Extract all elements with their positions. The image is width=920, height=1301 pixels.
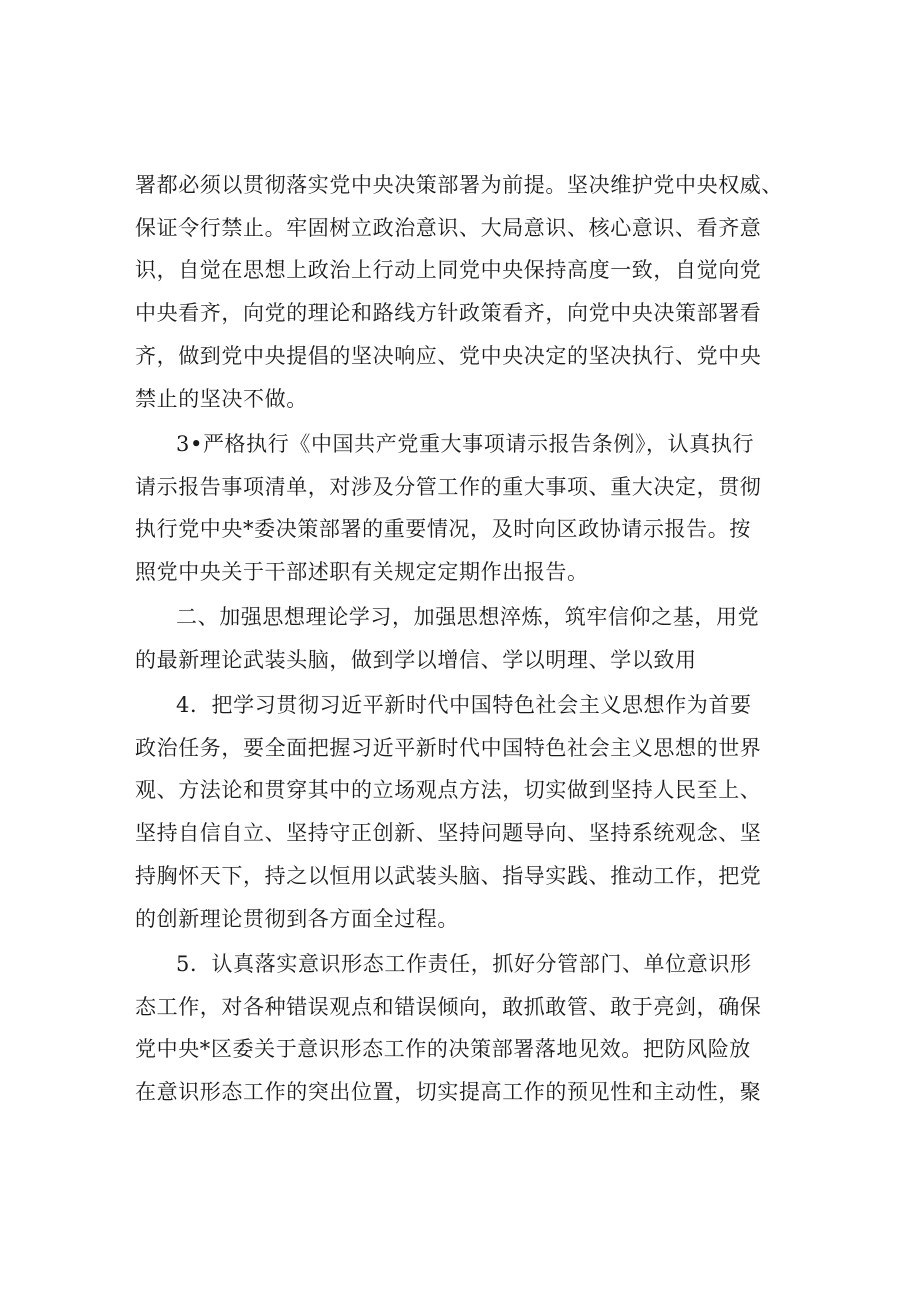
paragraph-3-start: 3•严格执行《中国共产党重大事项请示报告条例》，认真执行: [176, 432, 755, 456]
text-line: 的创新理论贯彻到各方面全过程。: [135, 907, 459, 931]
text-line: 请示报告事项清单，对涉及分管工作的重大事项、重大决定，贯彻: [135, 475, 762, 499]
text-line: 齐，做到党中央提倡的坚决响应、党中央决定的坚决执行、党中央: [135, 344, 762, 368]
paragraph-5-start: 5．认真落实意识形态工作责任，抓好分管部门、单位意识形: [176, 952, 752, 976]
text-line: 照党中央关于干部述职有关规定定期作出报告。: [135, 560, 589, 584]
text-line: 署都必须以贯彻落实党中央决策部署为前提。坚决维护党中央权威、: [135, 173, 783, 197]
text-line: 党中央*区委关于意识形态工作的决策部署落地见效。把防风险放: [135, 1037, 751, 1061]
text-line: 在意识形态工作的突出位置，切实提高工作的预见性和主动性，聚: [135, 1080, 762, 1104]
text-line: 持胸怀天下，持之以恒用以武装头脑、指导实践、推动工作，把党: [135, 864, 762, 888]
text-line: 保证令行禁止。牢固树立政治意识、大局意识、核心意识、看齐意: [135, 216, 762, 240]
text-line: 坚持自信自立、坚持守正创新、坚持问题导向、坚持系统观念、坚: [135, 821, 762, 845]
text-line: 执行党中央*委决策部署的重要情况，及时向区政协请示报告。按: [135, 517, 751, 541]
section-heading-2-start: 二、加强思想理论学习，加强思想淬炼，筑牢信仰之基，用党: [176, 605, 760, 629]
text-line: 识，自觉在思想上政治上行动上同党中央保持高度一致，自觉向党: [135, 258, 762, 282]
paragraph-4-start: 4．把学习贯彻习近平新时代中国特色社会主义思想作为首要: [176, 693, 752, 717]
text-line: 禁止的坚决不做。: [135, 387, 308, 411]
text-line: 观、方法论和贯穿其中的立场观点方法，切实做到坚持人民至上、: [135, 778, 762, 802]
text-line: 政治任务，要全面把握习近平新时代中国特色社会主义思想的世界: [135, 736, 762, 760]
text-line: 中央看齐，向党的理论和路线方针政策看齐，向党中央决策部署看: [135, 301, 762, 325]
section-heading-2-end: 的最新理论武装头脑，做到学以增信、学以明理、学以致用: [135, 648, 697, 672]
text-line: 态工作，对各种错误观点和错误倾向，敢抓敢管、敢于亮剑，确保: [135, 995, 762, 1019]
